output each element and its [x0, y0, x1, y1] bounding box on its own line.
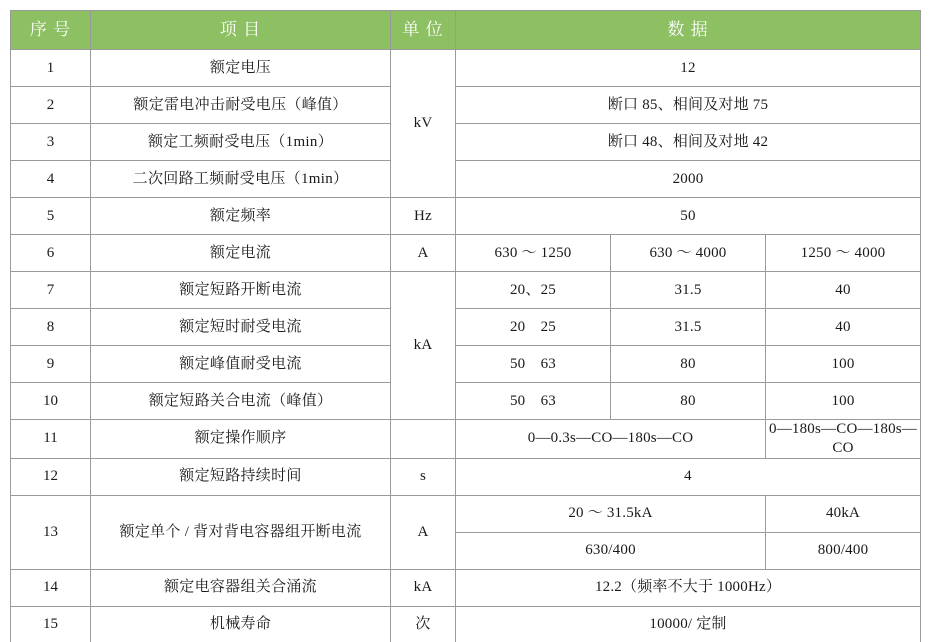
row-number: 9 — [11, 346, 91, 383]
row-data-3: 40 — [766, 272, 921, 309]
row-number: 11 — [11, 420, 91, 459]
row-number: 4 — [11, 161, 91, 198]
row-data-3: 100 — [766, 346, 921, 383]
row-data-2: 40kA — [766, 495, 921, 532]
row-item: 额定电压 — [91, 50, 391, 87]
table-row — [11, 569, 921, 606]
row-number: 6 — [11, 235, 91, 272]
row-data: 断口 85、相间及对地 75 — [456, 87, 921, 124]
column-header-item: 项 目 — [91, 11, 391, 50]
row-number: 3 — [11, 124, 91, 161]
table-row — [11, 198, 921, 235]
row-data: 断口 48、相间及对地 42 — [456, 124, 921, 161]
row-item: 额定操作顺序 — [91, 420, 391, 459]
table-row — [11, 420, 921, 459]
row-data-3: 1250 ～ 4000 — [766, 235, 921, 272]
row-number: 12 — [11, 458, 91, 495]
column-header-unit: 单 位 — [391, 11, 456, 50]
row-item: 额定频率 — [91, 198, 391, 235]
row-data-1: 20、25 — [456, 272, 611, 309]
row-data-2: 31.5 — [611, 309, 766, 346]
column-header-no: 序 号 — [11, 11, 91, 50]
row-unit: 次 — [391, 606, 456, 642]
row-number: 8 — [11, 309, 91, 346]
row-data-2: 31.5 — [611, 272, 766, 309]
row-unit: kV — [391, 50, 456, 198]
row-number: 1 — [11, 50, 91, 87]
table-row — [11, 346, 921, 383]
row-item: 额定短路持续时间 — [91, 458, 391, 495]
row-data-4: 800/400 — [766, 532, 921, 569]
table-row — [11, 124, 921, 161]
row-data-1: 20 25 — [456, 309, 611, 346]
row-data-2: 630 ～ 4000 — [611, 235, 766, 272]
row-item: 额定短路开断电流 — [91, 272, 391, 309]
row-data: 4 — [456, 458, 921, 495]
row-data-3: 100 — [766, 383, 921, 420]
row-data-3: 40 — [766, 309, 921, 346]
row-item: 二次回路工频耐受电压（1min） — [91, 161, 391, 198]
table-header-row — [11, 11, 921, 50]
row-unit: Hz — [391, 198, 456, 235]
table-row — [11, 235, 921, 272]
row-data-3: 630/400 — [456, 532, 766, 569]
row-item: 额定电容器组关合涌流 — [91, 569, 391, 606]
row-unit: kA — [391, 272, 456, 420]
row-data-1: 630 ～ 1250 — [456, 235, 611, 272]
row-data-1: 0—0.3s—CO—180s—CO — [456, 420, 766, 459]
row-data: 10000/ 定制 — [456, 606, 921, 642]
technical-parameters-table — [10, 10, 921, 642]
row-data-1: 20 ～ 31.5kA — [456, 495, 766, 532]
table-row — [11, 458, 921, 495]
table-row — [11, 161, 921, 198]
table-row — [11, 272, 921, 309]
column-header-data: 数 据 — [456, 11, 921, 50]
table-row — [11, 495, 921, 532]
row-data: 50 — [456, 198, 921, 235]
row-data: 12 — [456, 50, 921, 87]
table-header — [11, 11, 921, 50]
row-data-2: 80 — [611, 346, 766, 383]
row-number: 13 — [11, 495, 91, 569]
row-data: 12.2（频率不大于 1000Hz） — [456, 569, 921, 606]
row-number: 14 — [11, 569, 91, 606]
table-row — [11, 383, 921, 420]
row-data: 2000 — [456, 161, 921, 198]
row-number: 15 — [11, 606, 91, 642]
row-number: 10 — [11, 383, 91, 420]
row-data-2: 80 — [611, 383, 766, 420]
row-item: 额定峰值耐受电流 — [91, 346, 391, 383]
row-data-1: 50 63 — [456, 346, 611, 383]
row-number: 2 — [11, 87, 91, 124]
row-unit: A — [391, 235, 456, 272]
table-row — [11, 87, 921, 124]
row-unit: s — [391, 458, 456, 495]
row-item: 额定单个 / 背对背电容器组开断电流 — [91, 495, 391, 569]
table-row — [11, 50, 921, 87]
table-row — [11, 606, 921, 642]
row-unit: kA — [391, 569, 456, 606]
row-item: 额定工频耐受电压（1min） — [91, 124, 391, 161]
row-data-1: 50 63 — [456, 383, 611, 420]
row-number: 7 — [11, 272, 91, 309]
row-data-2: 0—180s—CO—180s—CO — [766, 420, 921, 459]
row-item: 额定短路关合电流（峰值） — [91, 383, 391, 420]
row-item: 机械寿命 — [91, 606, 391, 642]
row-unit — [391, 420, 456, 459]
row-item: 额定短时耐受电流 — [91, 309, 391, 346]
row-item: 额定电流 — [91, 235, 391, 272]
row-item: 额定雷电冲击耐受电压（峰值） — [91, 87, 391, 124]
table-body — [11, 50, 921, 642]
row-number: 5 — [11, 198, 91, 235]
table-row — [11, 309, 921, 346]
row-unit: A — [391, 495, 456, 569]
